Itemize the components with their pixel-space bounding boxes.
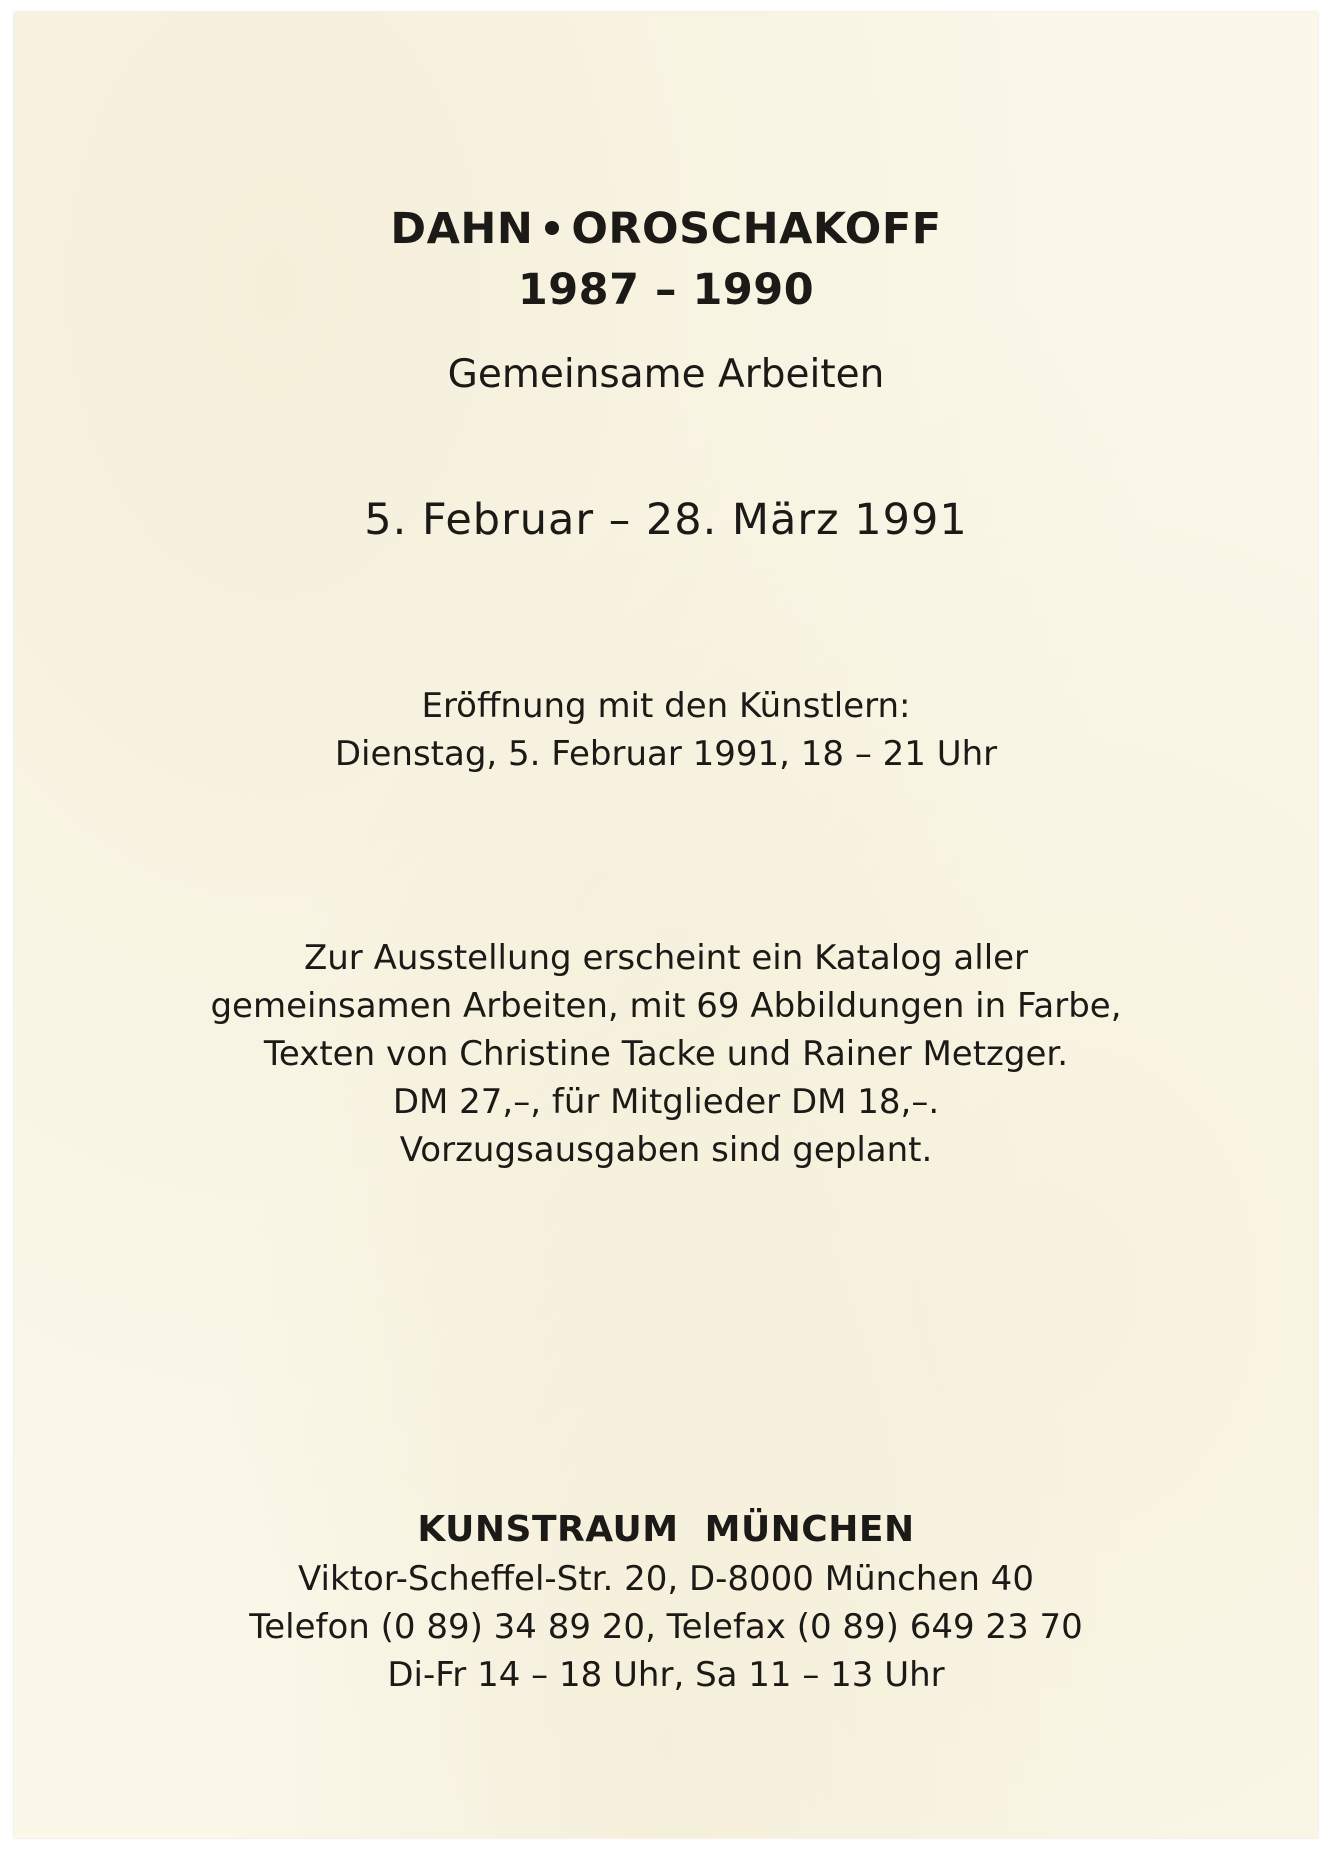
opening-line: Eröffnung mit den Künstlern: (421, 686, 911, 726)
catalog-line: Zur Ausstellung erscheint ein Katalog aller (303, 938, 1029, 978)
catalog-info (14, 934, 1318, 1174)
bullet-dot-icon (545, 221, 559, 235)
artist-name-dahn: DAHN (390, 204, 534, 254)
exhibition-dates: 5. Februar – 28. März 1991 (364, 495, 968, 545)
exhibition-years: 1987 – 1990 (517, 265, 815, 315)
exhibition-subtitle: Gemeinsame Arbeiten (447, 352, 885, 397)
opening-line: Dienstag, 5. Februar 1991, 18 – 21 Uhr (334, 734, 998, 774)
opening-info (14, 682, 1318, 778)
exhibition-title (14, 204, 1318, 254)
catalog-line: DM 27,–, für Mitglieder DM 18,–. (392, 1082, 940, 1122)
venue-name: KUNSTRAUM MÜNCHEN (417, 1509, 915, 1550)
venue-hours: Di-Fr 14 – 18 Uhr, Sa 11 – 13 Uhr (387, 1655, 945, 1695)
invitation-card (14, 12, 1318, 1838)
venue-address: Viktor-Scheffel-Str. 20, D-8000 München 40 (298, 1559, 1034, 1599)
venue-phone: Telefon (0 89) 34 89 20, Telefax (0 89) 649 23 70 (249, 1607, 1083, 1647)
catalog-line: gemeinsamen Arbeiten, mit 69 Abbildungen in Farbe, (210, 986, 1122, 1026)
venue-details (14, 1555, 1318, 1699)
artist-name-oroschakoff: OROSCHAKOFF (571, 204, 942, 254)
catalog-line: Texten von Christine Tacke und Rainer Metzger. (263, 1034, 1069, 1074)
catalog-line: Vorzugsausgaben sind geplant. (399, 1130, 933, 1170)
